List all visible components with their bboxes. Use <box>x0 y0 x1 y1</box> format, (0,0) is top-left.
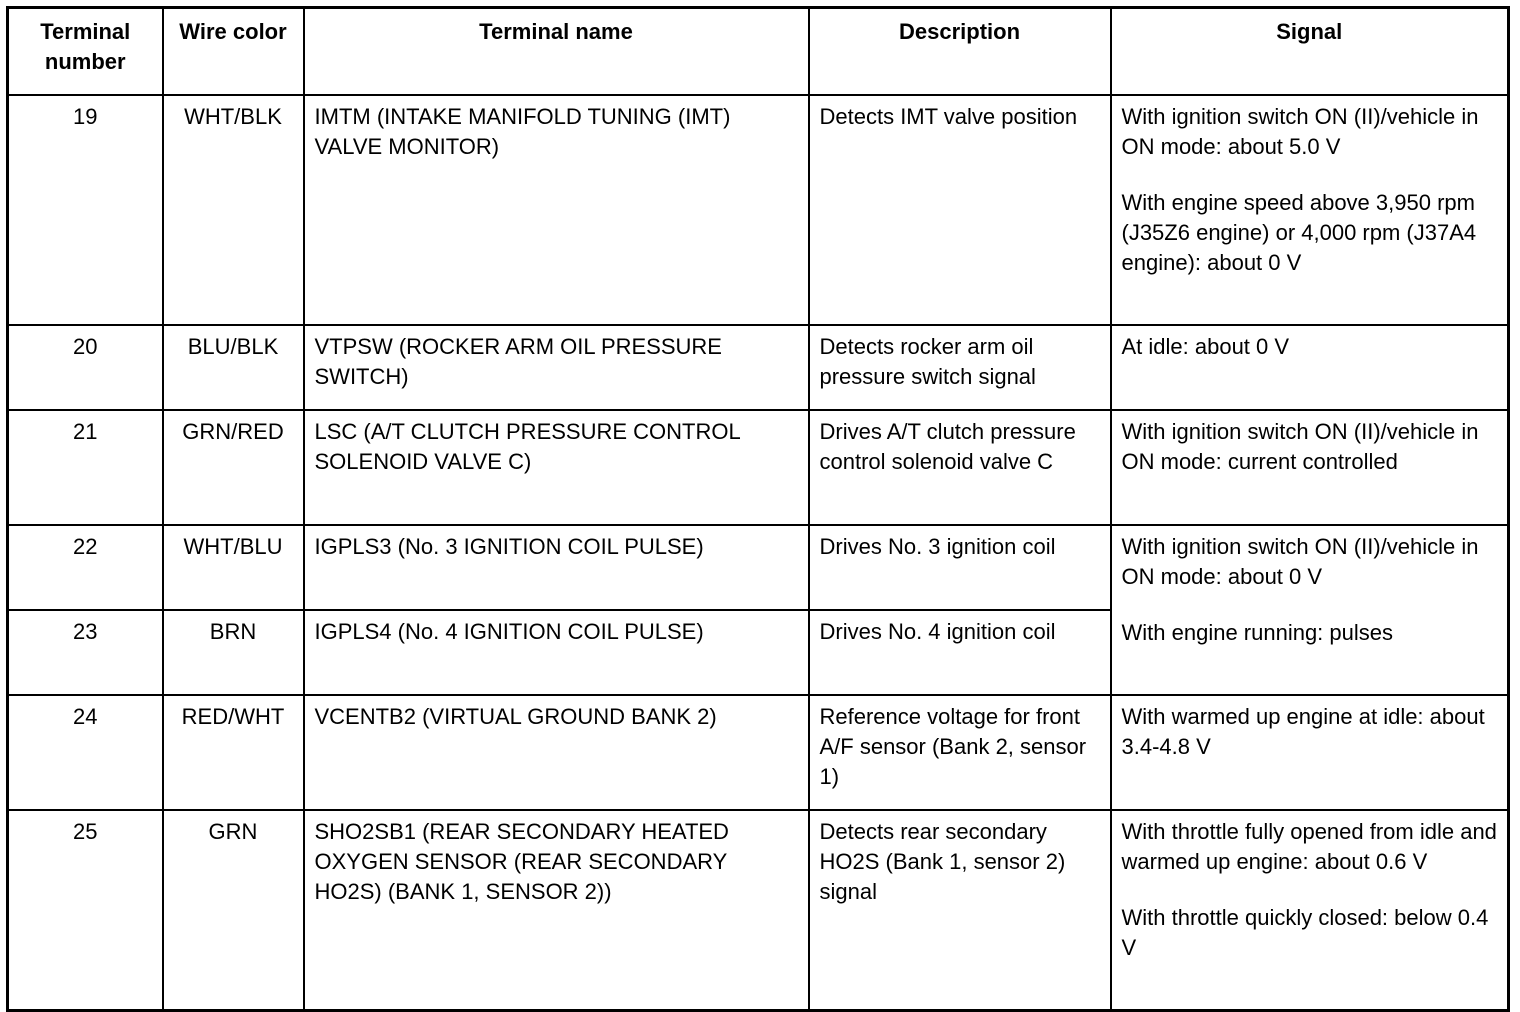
terminal-name: VCENTB2 (VIRTUAL GROUND BANK 2) <box>304 695 809 810</box>
wire-color: WHT/BLK <box>163 95 304 325</box>
description: Drives A/T clutch pressure control solenoid valve C <box>809 410 1111 525</box>
header-wire-color: Wire color <box>163 8 304 96</box>
signal-text: At idle: about 0 V <box>1121 334 1290 359</box>
wire-color: WHT/BLU <box>163 525 304 610</box>
signal-text: With warmed up engine at idle: about 3.4-4.8 V <box>1121 704 1485 759</box>
terminal-name: IGPLS3 (No. 3 IGNITION COIL PULSE) <box>304 525 809 610</box>
terminal-number: 20 <box>8 325 163 410</box>
header-description: Description <box>809 8 1111 96</box>
terminal-number: 25 <box>8 810 163 1011</box>
terminal-number: 22 <box>8 525 163 610</box>
table-row <box>8 525 1509 610</box>
wire-color: GRN/RED <box>163 410 304 525</box>
signal-text: With ignition switch ON (II)/vehicle in ON mode: current controlled <box>1121 419 1479 474</box>
header-signal: Signal <box>1111 8 1509 96</box>
terminal-name: IGPLS4 (No. 4 IGNITION COIL PULSE) <box>304 610 809 695</box>
table-row <box>8 410 1509 525</box>
header-terminal-name: Terminal name <box>304 8 809 96</box>
signal <box>1111 525 1509 695</box>
terminal-table <box>6 6 1510 1012</box>
signal-text: With throttle quickly closed: below 0.4 V <box>1121 905 1489 960</box>
signal <box>1111 810 1509 1011</box>
wire-color: GRN <box>163 810 304 1011</box>
signal-text: With ignition switch ON (II)/vehicle in ON mode: about 0 V <box>1121 534 1479 589</box>
description: Reference voltage for front A/F sensor (Bank 2, sensor 1) <box>809 695 1111 810</box>
table-row <box>8 810 1509 1011</box>
header-row <box>8 8 1509 96</box>
description: Drives No. 4 ignition coil <box>809 610 1111 695</box>
description: Detects rocker arm oil pressure switch signal <box>809 325 1111 410</box>
terminal-number: 23 <box>8 610 163 695</box>
table-row <box>8 95 1509 325</box>
signal-text: With ignition switch ON (II)/vehicle in ON mode: about 5.0 V <box>1121 104 1479 159</box>
terminal-name: IMTM (INTAKE MANIFOLD TUNING (IMT) VALVE MONITOR) <box>304 95 809 325</box>
terminal-name: SHO2SB1 (REAR SECONDARY HEATED OXYGEN SENSOR (REAR SECONDARY HO2S) (BANK 1, SENSOR 2)) <box>304 810 809 1011</box>
signal <box>1111 325 1509 410</box>
wire-color: BRN <box>163 610 304 695</box>
signal <box>1111 410 1509 525</box>
terminal-number: 24 <box>8 695 163 810</box>
description: Detects IMT valve position <box>809 95 1111 325</box>
table-row <box>8 325 1509 410</box>
terminal-number: 21 <box>8 410 163 525</box>
description: Drives No. 3 ignition coil <box>809 525 1111 610</box>
terminal-name: LSC (A/T CLUTCH PRESSURE CONTROL SOLENOID VALVE C) <box>304 410 809 525</box>
table-row <box>8 695 1509 810</box>
signal <box>1111 95 1509 325</box>
signal-text: With throttle fully opened from idle and warmed up engine: about 0.6 V <box>1121 819 1497 874</box>
signal-text: With engine speed above 3,950 rpm (J35Z6 engine) or 4,000 rpm (J37A4 engine): about 0 V <box>1121 190 1477 275</box>
terminal-number: 19 <box>8 95 163 325</box>
header-terminal-number: Terminal number <box>8 8 163 96</box>
wire-color: BLU/BLK <box>163 325 304 410</box>
signal <box>1111 695 1509 810</box>
terminal-name: VTPSW (ROCKER ARM OIL PRESSURE SWITCH) <box>304 325 809 410</box>
signal-text: With engine running: pulses <box>1121 620 1393 645</box>
wire-color: RED/WHT <box>163 695 304 810</box>
description: Detects rear secondary HO2S (Bank 1, sensor 2) signal <box>809 810 1111 1011</box>
